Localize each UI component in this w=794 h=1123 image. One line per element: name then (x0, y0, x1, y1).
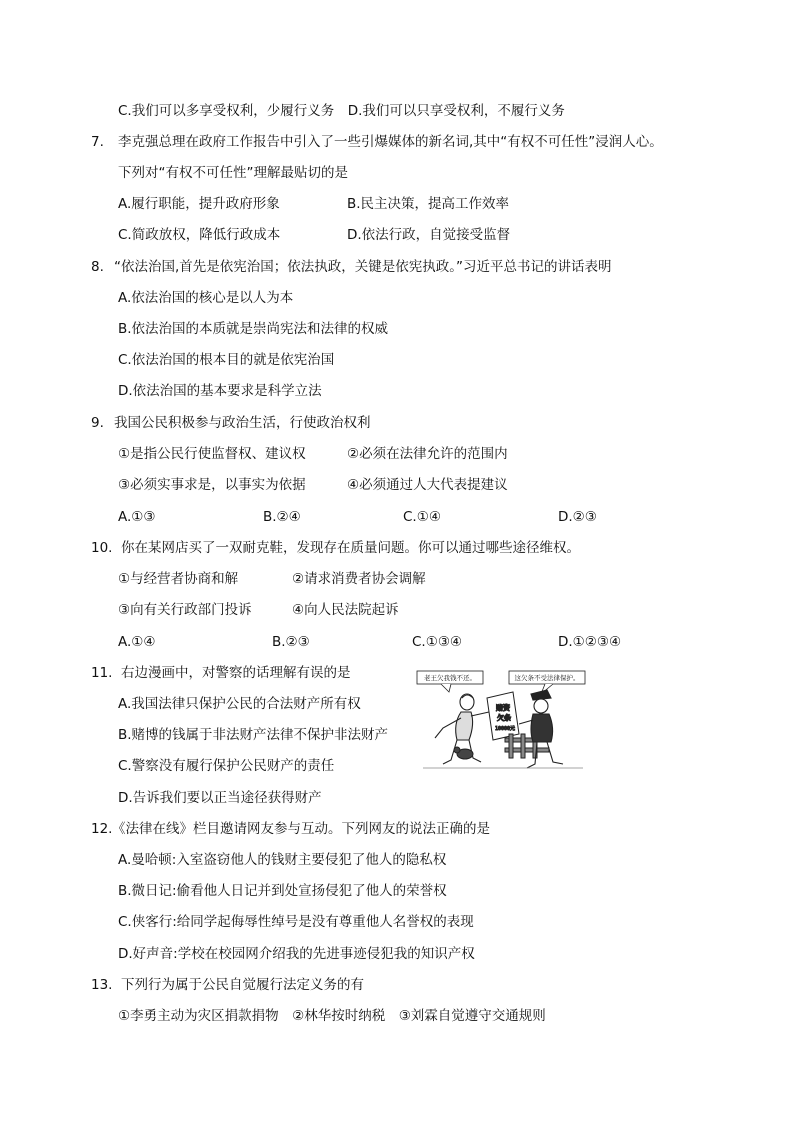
q11-number: 11. (91, 665, 113, 681)
q11-option-a: A.我国法律只保护公民的合法财产所有权 (118, 696, 361, 712)
sign-line2: 欠条 (497, 714, 511, 722)
q12-number: 12. (91, 821, 113, 837)
q9-stem: 我国公民积极参与政治生活，行使政治权利 (114, 415, 371, 431)
q10-item-3: ③向有关行政部门投诉 (118, 602, 252, 618)
q8-number: 8. (91, 259, 104, 275)
q10-item-1: ①与经营者协商和解 (118, 571, 239, 587)
q7-option-c: C.简政放权，降低行政成本 (118, 227, 281, 243)
q12-option-d: D.好声音:学校在校园网介绍我的先进事迹侵犯我的知识产权 (118, 946, 475, 962)
q8-stem: “依法治国,首先是依宪治国；依法执政，关键是依宪执政。”习近平总书记的讲话表明 (114, 259, 612, 275)
q7-stem: 李克强总理在政府工作报告中引入了一些引爆媒体的新名词,其中“有权不可任性”浸润人心。 (118, 134, 663, 150)
q9-number: 9. (91, 415, 104, 431)
q8-option-d: D.依法治国的基本要求是科学立法 (118, 383, 322, 399)
q10-number: 10. (91, 540, 113, 556)
dog-figure (454, 747, 473, 759)
q11-option-c: C.警察没有履行保护公民财产的责任 (118, 758, 335, 774)
q10-option-b: B.②③ (272, 634, 310, 650)
q12-option-a: A.曼哈顿:入室盗窃他人的钱财主要侵犯了他人的隐私权 (118, 852, 447, 868)
q8-option-a: A.依法治国的核心是以人为本 (118, 290, 294, 306)
police-cartoon-illustration (413, 668, 589, 776)
q9-item-3: ③必须实事求是，以事实为依据 (118, 477, 306, 493)
q9-item-1: ①是指公民行使监督权、建议权 (118, 446, 306, 462)
q11-stem: 右边漫画中，对警察的话理解有误的是 (121, 665, 351, 681)
q13-stem: 下列行为属于公民自觉履行法定义务的有 (121, 977, 364, 993)
q9-option-c: C.①④ (403, 509, 441, 525)
q7-option-d: D.依法行政，自觉接受监督 (347, 227, 511, 243)
q7-number: 7. (91, 134, 104, 150)
q9-option-d: D.②③ (558, 509, 597, 525)
q11-option-d: D.告诉我们要以正当途径获得财产 (118, 790, 322, 806)
q10-stem: 你在某网店买了一双耐克鞋，发现存在质量问题。你可以通过哪些途径维权。 (121, 540, 580, 556)
q12-option-c: C.侠客行:给同学起侮辱性绰号是没有尊重他人名誉权的表现 (118, 914, 474, 930)
q7-stem-cont: 下列对“有权不可任性”理解最贴切的是 (118, 165, 348, 181)
q9-option-b: B.②④ (263, 509, 301, 525)
q10-item-4: ④向人民法院起诉 (292, 602, 399, 618)
iou-sign (487, 692, 519, 740)
q12-option-b: B.微日记:偷看他人日记并到处宣扬侵犯了他人的荣誉权 (118, 883, 447, 899)
q10-item-2: ②请求消费者协会调解 (292, 571, 426, 587)
q8-option-c: C.依法治国的根本目的就是依宪治国 (118, 352, 335, 368)
q7-option-b: B.民主决策，提高工作效率 (347, 196, 510, 212)
q12-stem: 《法律在线》栏目邀请网友参与互动。下列网友的说法正确的是 (112, 821, 490, 837)
bubble-left-text: 老王欠我钱不还。 (424, 674, 476, 682)
q6-options-cd: C.我们可以多享受权利，少履行义务 D.我们可以只享受权利，不履行义务 (118, 103, 565, 119)
bubble-right-text: 这欠条不受法律保护。 (514, 674, 580, 682)
q10-option-c: C.①③④ (412, 634, 463, 650)
q7-option-a: A.履行职能，提升政府形象 (118, 196, 280, 212)
policeman-figure (519, 690, 563, 768)
sign-amount: 10000元 (494, 726, 516, 732)
q13-items: ①李勇主动为灾区捐款捐物 ②林华按时纳税 ③刘霖自觉遵守交通规则 (118, 1008, 546, 1024)
q13-number: 13. (91, 977, 113, 993)
q10-option-d: D.①②③④ (558, 634, 622, 650)
q8-option-b: B.依法治国的本质就是崇尚宪法和法律的权威 (118, 321, 389, 337)
q11-option-b: B.赌博的钱属于非法财产法律不保护非法财产 (118, 727, 389, 743)
q10-option-a: A.①④ (118, 634, 156, 650)
q9-item-2: ②必须在法律允许的范围内 (347, 446, 508, 462)
sign-line1: 赌资 (496, 704, 510, 712)
q9-item-4: ④必须通过人大代表提建议 (347, 477, 508, 493)
q9-option-a: A.①③ (118, 509, 156, 525)
